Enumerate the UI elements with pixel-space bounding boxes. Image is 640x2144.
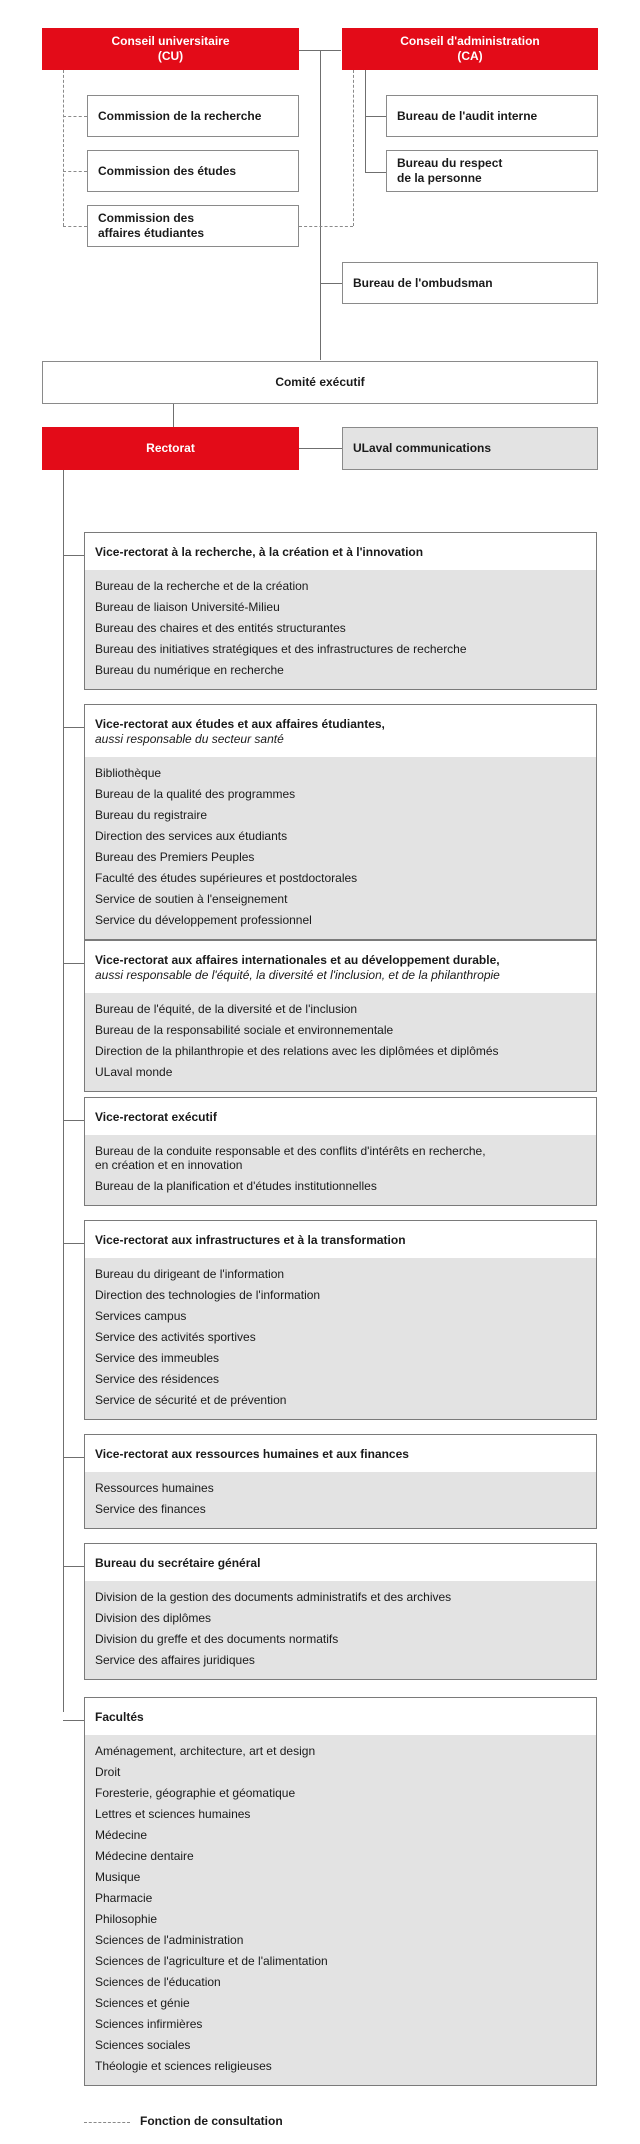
section-title-text: Vice-rectorat aux affaires internationales et au développement durable, — [95, 953, 500, 967]
section-item: Lettres et sciences humaines — [95, 1807, 251, 1821]
section-item: Service des résidences — [95, 1372, 220, 1386]
section-4 — [84, 1220, 597, 1420]
section-title — [85, 533, 596, 570]
section-0 — [84, 532, 597, 690]
ulaval-communications-box: ULaval communications — [342, 427, 598, 470]
section-subtitle: aussi responsable de l'équité, la diversité et l'inclusion, et de la philanthropie — [95, 968, 500, 982]
comite-executif-box: Comité exécutif — [42, 361, 598, 404]
section-item: Direction des technologies de l'information — [95, 1288, 321, 1302]
section-title — [85, 1435, 596, 1472]
section-item: Bureau de la qualité des programmes — [95, 787, 296, 801]
section-item: Sciences infirmières — [95, 2017, 203, 2031]
section-item: Sciences de l'agriculture et de l'alimentation — [95, 1954, 328, 1968]
section-item: Droit — [95, 1765, 121, 1779]
connector-respect — [365, 172, 386, 173]
section-item: Service du développement professionnel — [95, 913, 312, 927]
consultation-line-etudes — [63, 171, 87, 172]
section-item: Service des finances — [95, 1502, 206, 1516]
section-item: Bureau des Premiers Peuples — [95, 850, 255, 864]
section-connector — [63, 1457, 84, 1458]
section-item: Division du greffe et des documents normatifs — [95, 1632, 339, 1646]
section-item: Direction de la philanthropie et des relations avec les diplômées et diplômés — [95, 1044, 499, 1058]
section-item: Service des activités sportives — [95, 1330, 256, 1344]
rectorat-box: Rectorat — [42, 427, 299, 470]
section-title-text: Vice-rectorat aux ressources humaines et aux finances — [95, 1447, 409, 1461]
section-connector — [63, 1243, 84, 1244]
section-item: Bureau du dirigeant de l'information — [95, 1267, 285, 1281]
section-item: Sciences et génie — [95, 1996, 190, 2010]
section-item: Bureau de la recherche et de la création — [95, 579, 309, 593]
section-item: ULaval monde — [95, 1065, 173, 1079]
section-title-text: Vice-rectorat aux infrastructures et à la transformation — [95, 1233, 406, 1247]
section-item: Service des affaires juridiques — [95, 1653, 255, 1667]
conseil-universitaire-box: Conseil universitaire (CU) — [42, 28, 299, 70]
section-item: Sciences sociales — [95, 2038, 191, 2052]
section-items — [85, 1258, 596, 1419]
section-item: Médecine dentaire — [95, 1849, 194, 1863]
section-title-text: Vice-rectorat à la recherche, à la création et à l'innovation — [95, 545, 424, 559]
section-item: Division de la gestion des documents administratifs et des archives — [95, 1590, 452, 1604]
section-item: Ressources humaines — [95, 1481, 214, 1495]
commission-affaires-etudiantes-box: Commission des affaires étudiantes — [87, 205, 299, 247]
section-item: Bureau du numérique en recherche — [95, 663, 284, 677]
section-connector — [63, 555, 84, 556]
section-7 — [84, 1697, 597, 2086]
commission-etudes-box: Commission des études — [87, 150, 299, 192]
section-item: Sciences de l'éducation — [95, 1975, 221, 1989]
connector-rectorat-trunk — [63, 470, 64, 1712]
section-title-text: Vice-rectorat aux études et aux affaires étudiantes, — [95, 717, 385, 731]
section-item: Pharmacie — [95, 1891, 153, 1905]
section-items — [85, 1472, 596, 1528]
section-item: Faculté des études supérieures et postdoctorales — [95, 871, 358, 885]
section-item: Médecine — [95, 1828, 148, 1842]
section-title — [85, 941, 596, 993]
section-title-text: Facultés — [95, 1710, 144, 1724]
section-title — [85, 1098, 596, 1135]
section-item: Bureau des chaires et des entités structurantes — [95, 621, 346, 635]
section-item: Philosophie — [95, 1912, 158, 1926]
consultation-line-ca-affaires — [299, 226, 353, 227]
section-title — [85, 705, 596, 757]
legend-label: Fonction de consultation — [140, 2114, 283, 2128]
section-item: Bureau de liaison Université-Milieu — [95, 600, 280, 614]
commission-recherche-box: Commission de la recherche — [87, 95, 299, 137]
bureau-audit-interne-box: Bureau de l'audit interne — [386, 95, 598, 137]
connector-ca-bureaux-v — [365, 70, 366, 173]
section-item: Musique — [95, 1870, 141, 1884]
section-items — [85, 570, 596, 689]
connector-main-trunk — [320, 50, 321, 360]
section-title — [85, 1221, 596, 1258]
section-item: Service des immeubles — [95, 1351, 220, 1365]
section-items — [85, 1735, 596, 2085]
section-6 — [84, 1543, 597, 1680]
section-title — [85, 1698, 596, 1735]
section-subtitle: aussi responsable du secteur santé — [95, 732, 284, 746]
section-item: Services campus — [95, 1309, 187, 1323]
section-item: Bureau de l'équité, de la diversité et de l'inclusion — [95, 1002, 358, 1016]
section-item: Bureau de la responsabilité sociale et environnementale — [95, 1023, 394, 1037]
section-connector — [63, 963, 84, 964]
section-item: Direction des services aux étudiants — [95, 829, 288, 843]
consultation-line-recherche — [63, 116, 87, 117]
section-item: Sciences de l'administration — [95, 1933, 244, 1947]
connector-comite-rectorat — [173, 404, 174, 427]
section-item: Aménagement, architecture, art et design — [95, 1744, 316, 1758]
section-items — [85, 1135, 596, 1205]
section-3 — [84, 1097, 597, 1206]
bureau-ombudsman-box: Bureau de l'ombudsman — [342, 262, 598, 304]
bureau-respect-personne-box: Bureau du respect de la personne — [386, 150, 598, 192]
section-items — [85, 757, 596, 939]
section-2 — [84, 940, 597, 1092]
section-item: Division des diplômes — [95, 1611, 212, 1625]
section-item: Service de sécurité et de prévention — [95, 1393, 287, 1407]
section-item: Bureau des initiatives stratégiques et des infrastructures de recherche — [95, 642, 467, 656]
section-item: Bureau de la conduite responsable et des conflits d'intérêts en recherche, en création et en innovation — [95, 1144, 486, 1172]
connector-audit — [365, 116, 386, 117]
consultation-line-cu — [63, 70, 64, 226]
section-item: Bureau de la planification et d'études institutionnelles — [95, 1179, 377, 1193]
section-item: Bibliothèque — [95, 766, 162, 780]
section-connector — [63, 1720, 84, 1721]
section-items — [85, 993, 596, 1091]
section-1 — [84, 704, 597, 940]
section-item: Service de soutien à l'enseignement — [95, 892, 288, 906]
section-item: Bureau du registraire — [95, 808, 208, 822]
connector-rectorat-comm — [299, 448, 342, 449]
section-title-text: Vice-rectorat exécutif — [95, 1110, 217, 1124]
section-item: Théologie et sciences religieuses — [95, 2059, 272, 2073]
section-5 — [84, 1434, 597, 1529]
conseil-administration-box: Conseil d'administration (CA) — [342, 28, 598, 70]
section-item: Foresterie, géographie et géomatique — [95, 1786, 296, 1800]
consultation-line-ca — [353, 70, 354, 226]
section-items — [85, 1581, 596, 1679]
section-connector — [63, 1566, 84, 1567]
section-title-text: Bureau du secrétaire général — [95, 1556, 261, 1570]
connector-ombudsman — [320, 283, 342, 284]
consultation-line-affaires — [63, 226, 87, 227]
section-connector — [63, 1120, 84, 1121]
legend-dashed-line — [84, 2122, 130, 2123]
section-connector — [63, 727, 84, 728]
section-title — [85, 1544, 596, 1581]
